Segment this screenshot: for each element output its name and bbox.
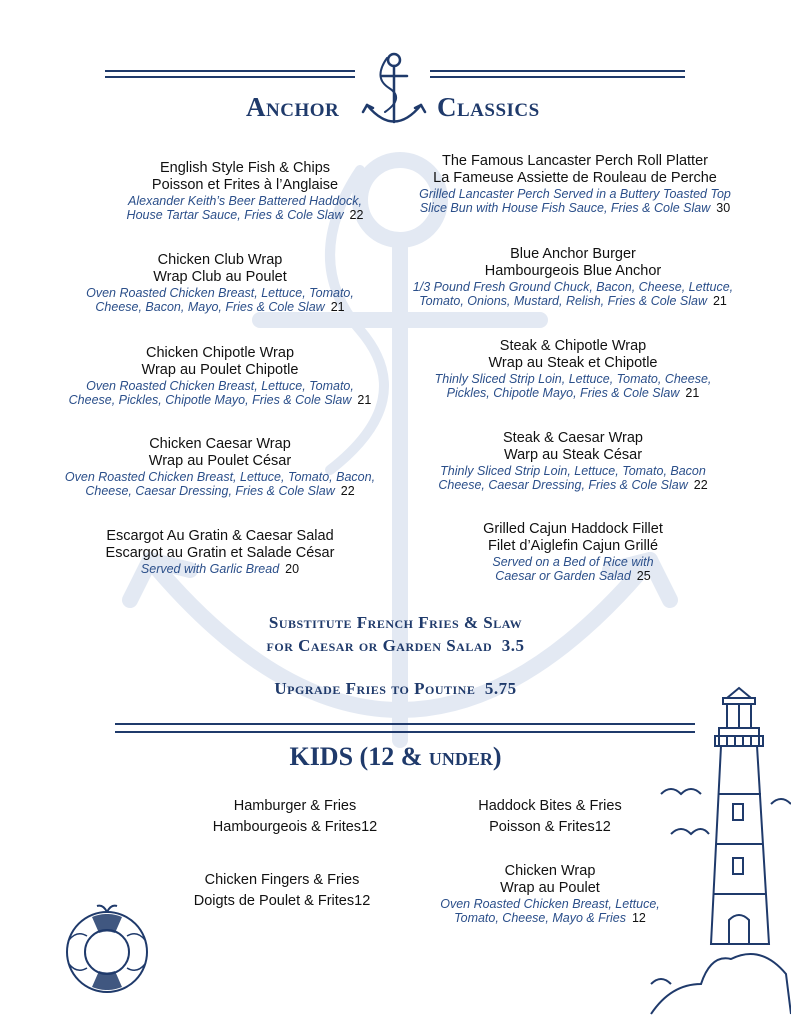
item-name-en: Chicken Caesar Wrap [149, 436, 291, 452]
item-description: Tomato, Cheese, Mayo & Fries [454, 911, 626, 925]
item-name-en: English Style Fish & Chips [159, 160, 331, 176]
item-name-en: Chicken Fingers & Fries [204, 872, 360, 888]
item-description: Pickles, Chipotle Mayo, Fries & Cole Slaw [446, 386, 680, 400]
item-name-en: Chicken Wrap [504, 863, 596, 879]
item-description: Caesar or Garden Salad [495, 569, 631, 583]
kids-item-chicken-fingers [127, 870, 437, 912]
item-name-fr: Hambourgeois & Frites [212, 819, 362, 835]
note-substitute-price: 3.5 [501, 636, 525, 655]
header-rule-right-top [430, 70, 685, 72]
item-price: 12 [594, 819, 611, 835]
item-name-fr: Wrap au Steak et Chipotle [488, 355, 658, 371]
item-description: Cheese, Caesar Dressing, Fries & Cole Slaw [438, 478, 688, 492]
item-price: 21 [712, 294, 727, 308]
item-name-en: Steak & Caesar Wrap [503, 430, 643, 446]
item-description: Thinly Sliced Strip Loin, Lettuce, Tomato, Bacon [440, 464, 706, 478]
menu-item-escargot [15, 528, 425, 576]
header-rule-right-bottom [430, 76, 685, 78]
item-description: House Tartar Sauce, Fries & Cole Slaw [126, 208, 344, 222]
item-name-en: The Famous Lancaster Perch Roll Platter [442, 153, 708, 169]
item-price: 12 [361, 819, 378, 835]
item-name-en: Grilled Cajun Haddock Fillet [483, 521, 663, 537]
item-name-fr: Escargot au Gratin et Salade César [105, 545, 335, 561]
item-name-en: Steak & Chipotle Wrap [499, 338, 647, 354]
item-name-en: Haddock Bites & Fries [478, 798, 622, 814]
kids-title: KIDS (12 & under) [289, 742, 502, 771]
item-price: 21 [357, 393, 372, 407]
item-name-en: Escargot Au Gratin & Caesar Salad [106, 528, 334, 544]
item-name-en: Hamburger & Fries [233, 798, 357, 814]
kids-rule-bottom [115, 731, 695, 733]
item-description: Tomato, Onions, Mustard, Relish, Fries & Cole Slaw [419, 294, 707, 308]
note-substitute-line2 [0, 636, 791, 656]
item-description: Cheese, Caesar Dressing, Fries & Cole Slaw [85, 484, 335, 498]
item-name-fr: La Fameuse Assiette de Rouleau de Perche [433, 170, 717, 186]
menu-item-chicken-caesar-wrap [15, 436, 425, 498]
item-name-fr: Filet d’Aiglefin Cajun Grillé [487, 538, 659, 554]
item-price: 22 [349, 208, 364, 222]
item-description: Cheese, Bacon, Mayo, Fries & Cole Slaw [95, 300, 325, 314]
item-description: Oven Roasted Chicken Breast, Lettuce, Tomato, [86, 286, 354, 300]
item-price: 20 [285, 562, 300, 576]
item-name-fr: Wrap Club au Poulet [153, 269, 287, 285]
menu-item-cajun-haddock [368, 521, 778, 583]
item-description: Grilled Lancaster Perch Served in a Buttery Toasted Top [419, 187, 731, 201]
item-description: 1/3 Pound Fresh Ground Chuck, Bacon, Cheese, Lettuce, [412, 280, 734, 294]
item-name-fr: Hambourgeois Blue Anchor [484, 263, 662, 279]
kids-rule-top [115, 723, 695, 725]
menu-item-perch-roll-platter [370, 153, 780, 215]
menu-item-blue-anchor-burger [368, 246, 778, 308]
item-price: 21 [330, 300, 345, 314]
item-name-fr: Poisson et Frites à l’Anglaise [151, 177, 339, 193]
menu-item-chicken-club-wrap [15, 252, 425, 314]
title-classics: Classics [437, 92, 540, 122]
item-description: Served with Garlic Bread [140, 562, 280, 576]
item-description: Cheese, Pickles, Chipotle Mayo, Fries & Cole Slaw [68, 393, 352, 407]
note-substitute-text: for Caesar or Garden Salad [266, 636, 493, 655]
item-price: 22 [340, 484, 355, 498]
item-description: Slice Bun with House Fish Sauce, Fries & Cole Slaw [419, 201, 711, 215]
item-name-en: Chicken Club Wrap [157, 252, 283, 268]
header-rule-left-top [105, 70, 355, 72]
item-price: 25 [636, 569, 651, 583]
life-ring-icon [57, 900, 157, 1000]
item-price: 22 [693, 478, 708, 492]
note-substitute-line1: Substitute French Fries & Slaw [268, 613, 523, 632]
item-name-en: Blue Anchor Burger [510, 246, 636, 262]
item-description: Served on a Bed of Rice with [492, 555, 654, 569]
note-poutine-price: 5.75 [484, 679, 517, 698]
item-name-fr: Poisson & Frites [489, 819, 595, 835]
item-price: 21 [685, 386, 700, 400]
menu-item-chicken-chipotle-wrap [15, 345, 425, 407]
anchor-icon [359, 50, 429, 135]
item-name-en: Chicken Chipotle Wrap [145, 345, 295, 361]
title-anchor: Anchor [246, 92, 340, 122]
item-name-fr: Warp au Steak César [503, 447, 643, 463]
item-price: 12 [354, 893, 371, 909]
note-poutine-text: Upgrade Fries to Poutine [274, 679, 476, 698]
item-name-fr: Wrap au Poulet César [148, 453, 292, 469]
header-rule-left-bottom [105, 76, 355, 78]
item-name-fr: Wrap au Poulet [500, 880, 600, 896]
item-description: Oven Roasted Chicken Breast, Lettuce, [440, 897, 660, 911]
item-name-fr: Wrap au Poulet Chipotle [141, 362, 299, 378]
menu-item-steak-caesar-wrap [368, 430, 778, 492]
item-price: 30 [716, 201, 731, 215]
item-price: 12 [631, 911, 646, 925]
item-description: Oven Roasted Chicken Breast, Lettuce, Tomato, Bacon, [64, 470, 376, 484]
item-description: Thinly Sliced Strip Loin, Lettuce, Tomato, Cheese, [434, 372, 712, 386]
item-description: Alexander Keith’s Beer Battered Haddock, [128, 194, 362, 208]
lighthouse-icon [641, 684, 791, 1024]
item-name-fr: Doigts de Poulet & Frites [193, 893, 355, 909]
item-description: Oven Roasted Chicken Breast, Lettuce, Tomato, [86, 379, 354, 393]
menu-item-steak-chipotle-wrap [368, 338, 778, 400]
